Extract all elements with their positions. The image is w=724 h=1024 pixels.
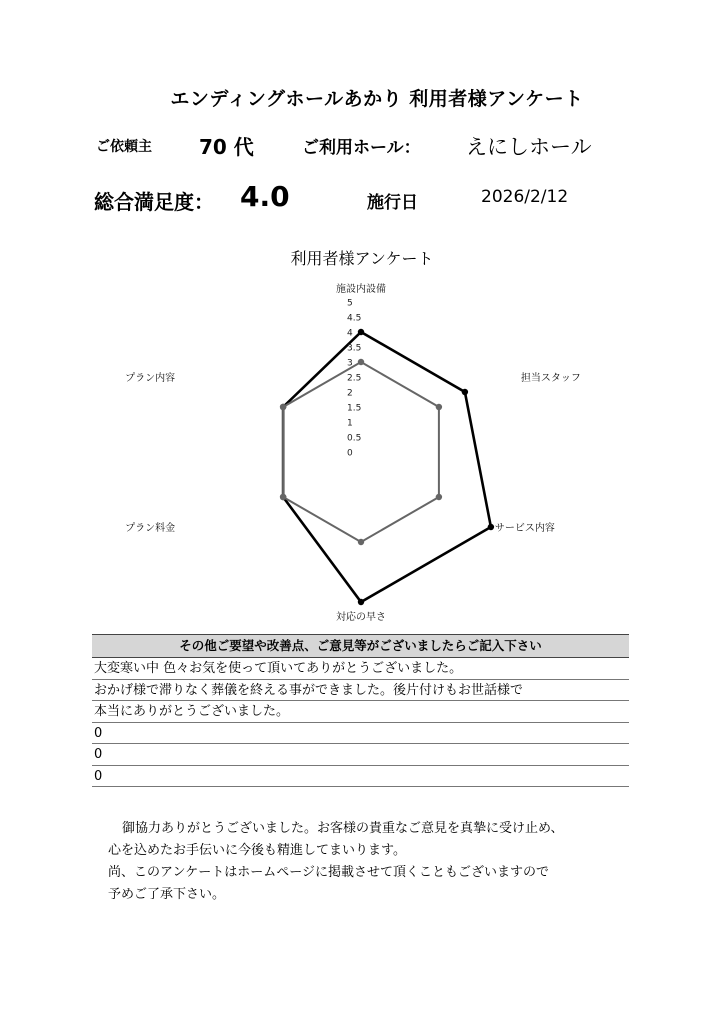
series-point: [358, 329, 364, 335]
tick-label: 5: [347, 298, 353, 309]
tick-label: 1: [347, 418, 353, 429]
tick-label: 3: [347, 358, 353, 369]
comments-header: その他ご要望や改善点、ご意見等がございましたらご記入下さい: [92, 634, 629, 658]
tick-label: 1.5: [347, 403, 362, 414]
axis-label: 担当スタッフ: [520, 373, 581, 384]
tick-label: 2.5: [347, 373, 362, 384]
series-point: [280, 404, 286, 410]
chart-title: 利用者様アンケート: [290, 249, 434, 268]
date-label: 施行日: [367, 193, 418, 213]
series-point: [436, 494, 442, 500]
comments-section: [92, 634, 629, 787]
comment-line: 0: [92, 766, 629, 788]
footer-line: 心を込めたお手伝いに今後も精進してまいります。: [108, 843, 406, 858]
series-point: [280, 494, 286, 500]
footer-line: 御協力ありがとうございました。お客様の貴重なご意見を真摯に受け止め、: [122, 821, 564, 836]
series-point: [358, 599, 364, 605]
tick-label: 0.5: [347, 433, 362, 444]
series-line: [283, 362, 439, 542]
document-title: エンディングホールあかり 利用者様アンケート: [170, 88, 584, 110]
series-point: [488, 524, 494, 530]
series-point: [358, 539, 364, 545]
date-value: 2026/2/12: [481, 187, 569, 207]
chart-axis-labels: [125, 282, 581, 623]
radar-chart: [0, 270, 724, 670]
satisfaction-value: 4.0: [240, 180, 290, 213]
chart-series: [280, 329, 494, 605]
footer-line: 予めご了承下さい。: [108, 887, 226, 902]
series-point: [462, 389, 468, 395]
axis-label: プラン料金: [125, 523, 176, 534]
tick-label: 0: [347, 448, 353, 459]
tick-label: 4.5: [347, 313, 362, 324]
comment-line: 大変寒い中 色々お気を使って頂いてありがとうございました。: [92, 658, 629, 680]
hall-label: ご利用ホール：: [302, 138, 421, 158]
hall-value: えにしホール: [466, 135, 592, 159]
client-label: ご依頼主: [96, 139, 152, 155]
series-point: [436, 404, 442, 410]
chart-ticks: [347, 299, 361, 459]
comment-line: 本当にありがとうございました。: [92, 701, 629, 723]
tick-label: 2: [347, 388, 353, 399]
axis-label: 施設内設備: [336, 284, 386, 295]
tick-label: 4: [347, 328, 353, 339]
satisfaction-label: 総合満足度：: [94, 190, 214, 214]
client-value: 70 代: [199, 135, 254, 159]
footer-line: 尚、このアンケートはホームページに掲載させて頂くこともございますので: [108, 865, 549, 880]
tick-label: 3.5: [347, 343, 362, 354]
comment-line: 0: [92, 723, 629, 745]
axis-label: プラン内容: [125, 373, 176, 384]
axis-label: 対応の早さ: [336, 612, 386, 623]
series-point: [358, 359, 364, 365]
comment-line: おかげ様で滞りなく葬儀を終える事ができました。後片付けもお世話様で: [92, 680, 629, 702]
axis-label: サービス内容: [494, 523, 555, 534]
comment-line: 0: [92, 744, 629, 766]
series-line: [283, 332, 491, 602]
footer-note: [108, 818, 563, 906]
